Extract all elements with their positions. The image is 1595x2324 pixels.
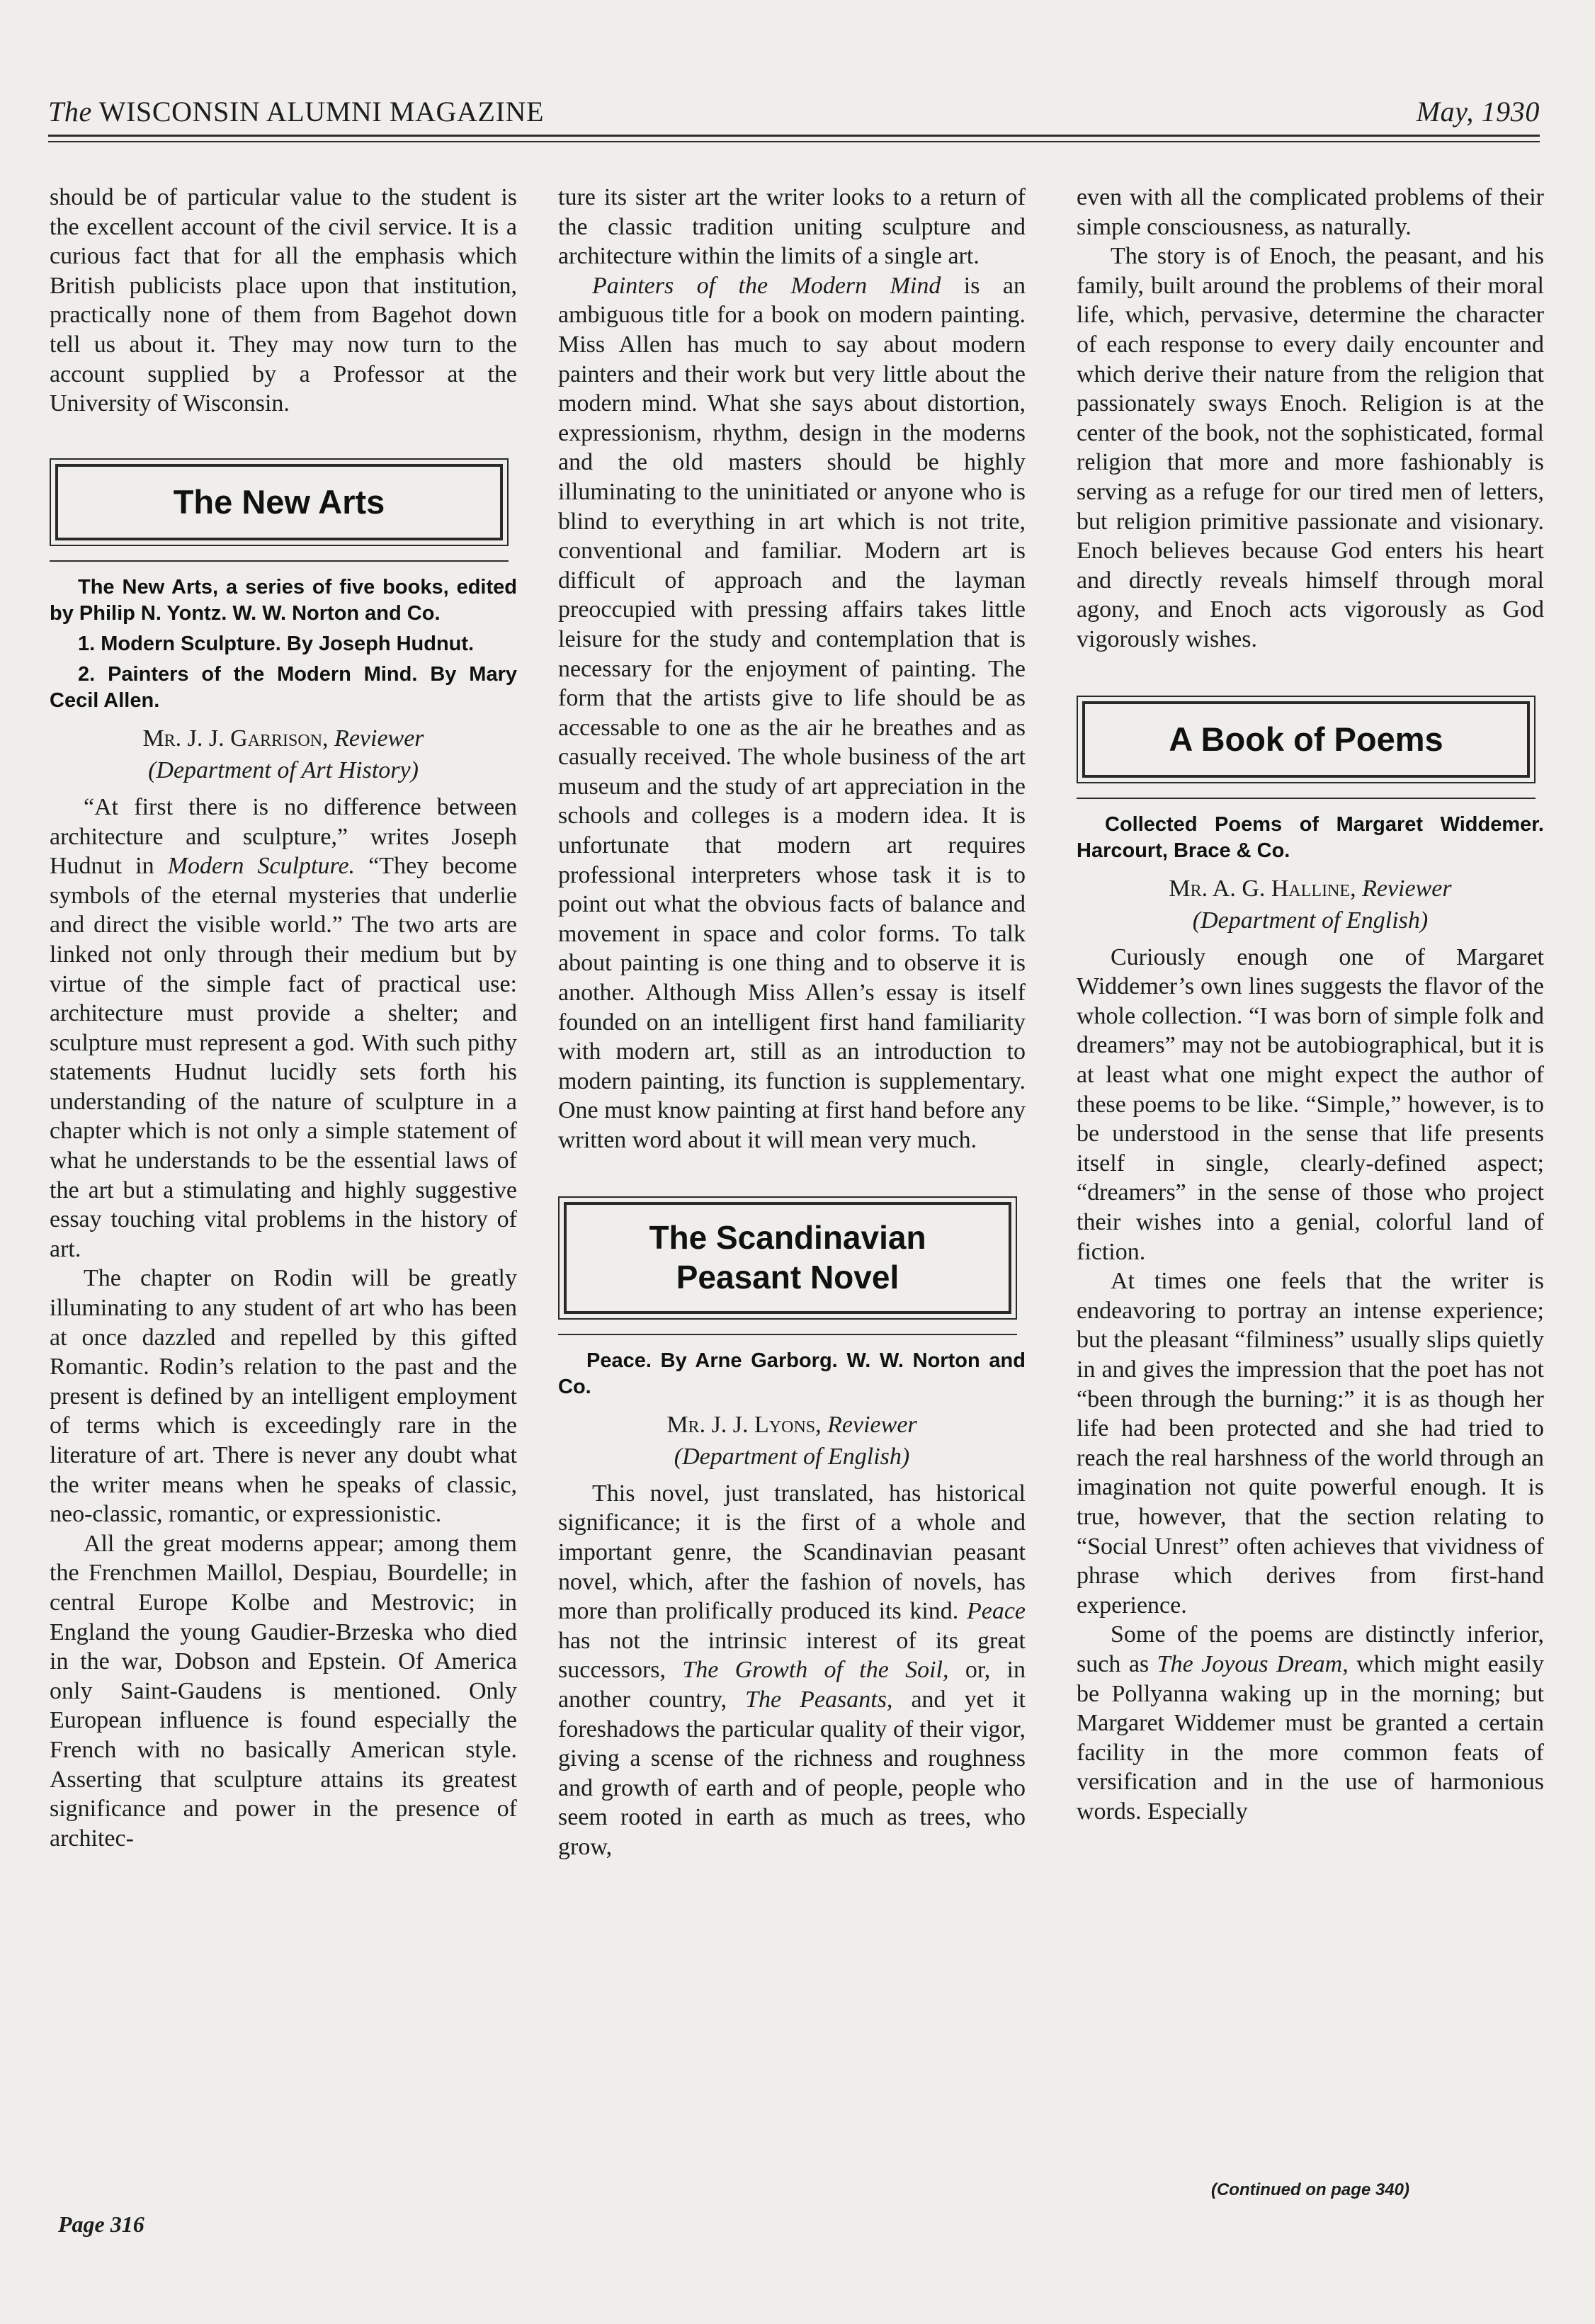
divider bbox=[558, 1334, 1017, 1335]
paragraph: Painters of the Modern Mind is an ambiguous title for a book on modern painting. Miss Allen has much to say about modern painters and their work but very little about the modern mind. What she says about distortion, expressionism, rhythm, design in the moderns and the old masters should be highly illuminating to the uninitiated or anyone who is blind to everything in art which is not trite, conventional and familiar. Modern art is difficult of approach and the layman preoccupied with pressing affairs takes little leisure for the study and contemplation that is necessary for the enjoyment of painting. The form that the artists give to life should be as accessable to one as the air he breathes and as casually received. The whole business of the art museum and the study of art appreciation in the schools and colleges is a modern idea. It is unfortunate that modern art requires professional interpreters whose task it is to point out what the obvious facts of balance and movement in space and color forms. To talk about painting is one thing and to observe it is another. Although Miss Allen’s essay is itself founded on an intelligent first hand familiarity with modern art, still as an introduction to modern painting, its function is supplementary. One must know painting at first hand before any written word about it will mean very much. bbox=[558, 272, 1026, 1153]
header-rule bbox=[48, 135, 1540, 137]
reviewer-byline: Mr. A. G. Halline, Reviewer bbox=[1169, 875, 1452, 902]
paragraph: even with all the complicated problems of their simple consciousness, as naturally. bbox=[1077, 184, 1544, 240]
paragraph: At times one feels that the writer is endeavoring to portray an intense experience; but the pleasant “filminess” usually slips quietly in and gives the impression that the poet has not “been through the burning:” it is as though her life had been protected and she had tried to reach the real harshness of the world through an imagination not quite powerful enough. It is true, however, that the section relating to “Social Unrest” often achieves that vividness of phrase which derives from first-hand experience. bbox=[1077, 1268, 1544, 1619]
reviewer-byline: Mr. J. J. Garrison, Reviewer bbox=[142, 725, 424, 752]
column-1 bbox=[50, 183, 517, 1853]
book-citation-item: 1. Modern Sculpture. By Joseph Hudnut. bbox=[78, 632, 475, 655]
section-heading-box bbox=[558, 1196, 1017, 1320]
divider bbox=[1077, 798, 1536, 799]
paragraph: This novel, just translated, has historical significance; it is the first of a whole and important genre, the Scandinavian peasant novel, which, after the fashion of novels, has more than prolifically produced its kind. Peace has not the intrinsic interest of its great successors, The Growth of the Soil, or, in another country, The Peasants, and yet it foreshadows the particular quality of their vigor, giving a scense of the richness and roughness and growth of earth and of people, people who seem rooted in earth as much as trees, who grow, bbox=[558, 1480, 1026, 1860]
book-citation: The New Arts, a series of five books, edited by Philip N. Yontz. W. W. Norton and Co. bbox=[50, 575, 517, 625]
divider bbox=[50, 560, 509, 562]
magazine-title: The WISCONSIN ALUMNI MAGAZINE bbox=[48, 96, 545, 127]
book-citation: Collected Poems of Margaret Widdemer. Harcourt, Brace & Co. bbox=[1077, 812, 1544, 862]
header-rule-thin bbox=[48, 141, 1540, 142]
section-title-new-arts: The New Arts bbox=[55, 464, 503, 540]
continued-note: (Continued on page 340) bbox=[1210, 2180, 1409, 2199]
reviewer-byline: Mr. J. J. Lyons, Reviewer bbox=[666, 1411, 917, 1438]
paragraph: ture its sister art the writer looks to a return of the classic tradition uniting sculpture and architecture within the limits of a single art. bbox=[558, 184, 1026, 270]
paragraph: The story is of Enoch, the peasant, and his family, built around the problems of their moral life, which, pervasive, determine the character of each response to every daily encounter and which derive their nature from the religion that passionately sways Enoch. Religion is at the center of the book, not the sophisticated, formal religion that more and more fashionably is serving as a refuge for our tired men of letters, but religion primitive passionate and visionary. Enoch believes because God enters his heart and directly reveals himself through moral agony, and Enoch acts vigorously as God vigorously wishes. bbox=[1077, 243, 1544, 652]
page-number: Page 316 bbox=[58, 2211, 144, 2237]
column-3 bbox=[1077, 183, 1544, 1827]
paragraph: All the great moderns appear; among them the Frenchmen Maillol, Despiau, Bourdelle; in central Europe Kolbe and Mestrovic; in England the young Gaudier-Brzeska who died in the war, Dobson and Epstein. Of America only Saint-Gaudens is mentioned. Only European influence is found especially the French with no basically American style. Asserting that sculpture attains its greatest significance and power in the presence of architec- bbox=[50, 1530, 517, 1852]
book-citation-item: 2. Painters of the Modern Mind. By Mary Cecil Allen. bbox=[50, 662, 517, 712]
paragraph: should be of particular value to the student is the excellent account of the civil service. It is a curious fact that for all the emphasis which British publicists place upon that institution, practically none of them from Bagehot down tell us about it. They may now turn to the account supplied by a Professor at the University of Wisconsin. bbox=[50, 184, 517, 417]
paragraph: Curiously enough one of Margaret Widdemer’s own lines suggests the flavor of the whole collection. “I was born of simple folk and dreamers” may not be autobiographical, but it is at least what one might expect the author of these poems to be like. “Simple,” however, is to be understood in the sense that life presents itself in single, clearly-defined aspect; “dreamers” in the sense of those who project their wishes into a genial, colorful land of fiction. bbox=[1077, 943, 1544, 1265]
section-heading-box bbox=[1077, 696, 1536, 783]
paragraph: The chapter on Rodin will be greatly illuminating to any student of art who has been at once dazzled and repelled by this gifted Romantic. Rodin’s relation to the past and the present is defined by an intelligent employment of terms which is exceedingly rare in the literature of art. There is never any doubt what the writer means when he speaks of classic, neo-classic, romantic, or expressionistic. bbox=[50, 1265, 517, 1528]
column-2 bbox=[558, 183, 1026, 1862]
reviewer-department: (Department of Art History) bbox=[148, 757, 419, 784]
section-title-book-of-poems: A Book of Poems bbox=[1082, 701, 1530, 778]
reviewer-department: (Department of English) bbox=[674, 1444, 910, 1470]
book-citation: Peace. By Arne Garborg. W. W. Norton and Co. bbox=[558, 1349, 1026, 1398]
issue-date: May, 1930 bbox=[1416, 96, 1540, 127]
section-title-scandinavian: The Scandinavian Peasant Novel bbox=[564, 1202, 1011, 1314]
paragraph: “At first there is no difference between architecture and sculpture,” writes Joseph Hudnut in Modern Sculpture. “They become symbols of the eternal mysteries that underlie and direct the visible world.” The two arts are linked not only through their medium but by virtue of the simple fact of practical use: architecture must provide a shelter; and sculpture must represent a god. With such pithy statements Hudnut lucidly sets forth his understanding of the nature of sculpture in a chapter which is not only a simple statement of what he understands to be the essential laws of the art but a stimulating and highly suggestive essay touching vital problems in the history of art. bbox=[50, 793, 518, 1262]
paragraph: Some of the poems are distinctly inferior, such as The Joyous Dream, which might easily be Pollyanna waking up in the morning; but Margaret Widdemer must be granted a certain facility in the more common feats of versification and in the use of harmonious words. Especially bbox=[1077, 1621, 1544, 1825]
reviewer-department: (Department of English) bbox=[1192, 907, 1429, 934]
section-heading-box bbox=[50, 458, 509, 546]
